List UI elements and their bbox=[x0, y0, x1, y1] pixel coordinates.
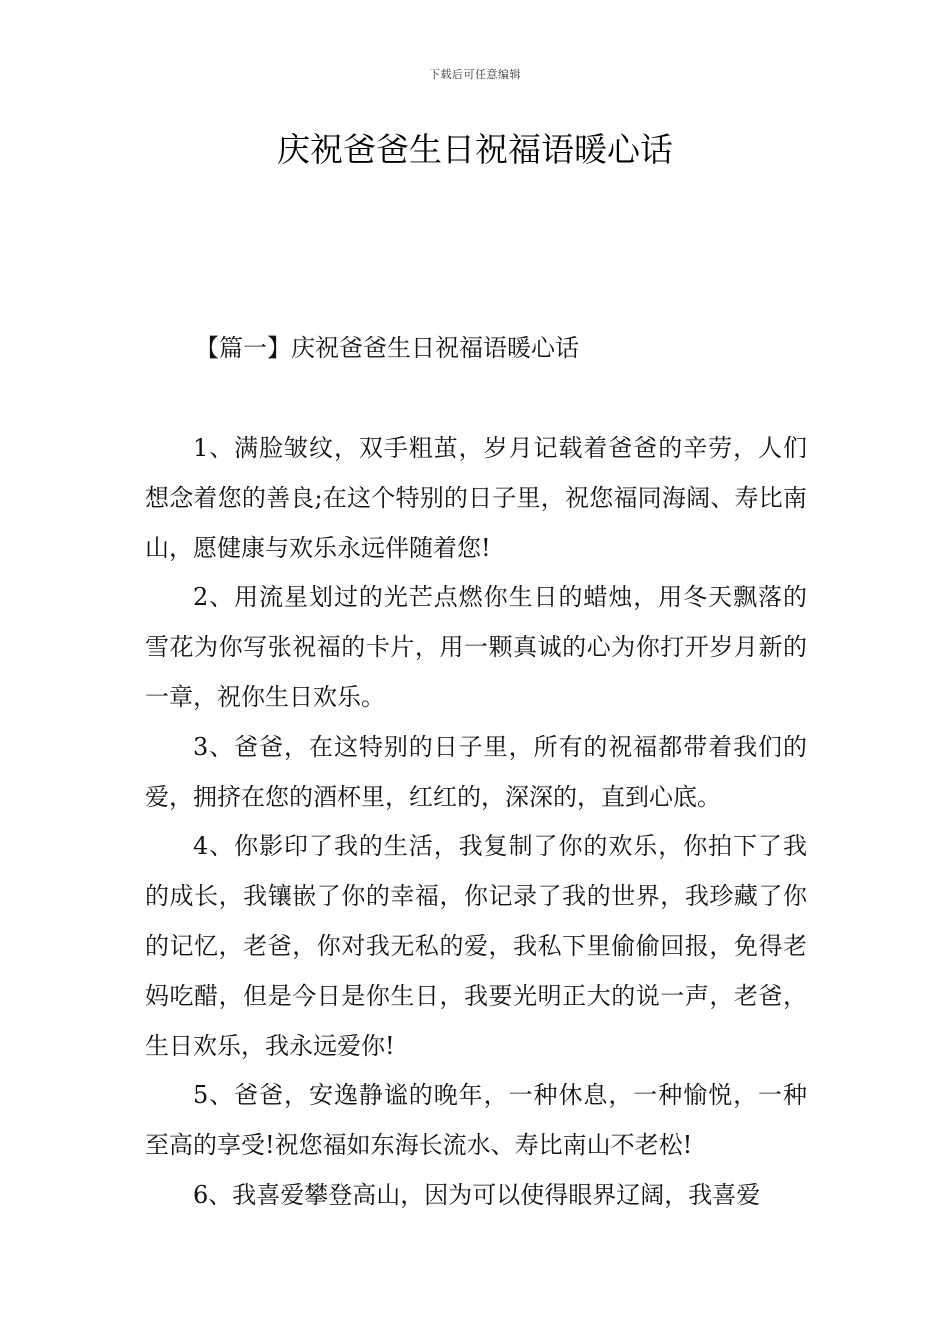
paragraph-5: 5、爸爸，安逸静谧的晚年，一种休息，一种愉悦，一种至高的享受!祝您福如东海长流水、寿比南山不老松! bbox=[145, 1081, 807, 1160]
document-title: 庆祝爸爸生日祝福语暖心话 bbox=[277, 130, 673, 169]
paragraph-1: 1、满脸皱纹，双手粗茧，岁月记载着爸爸的辛劳，人们想念着您的善良;在这个特别的日子里，祝您福同海阔、寿比南山，愿健康与欢乐永远伴随着您! bbox=[145, 434, 807, 562]
paragraph-2: 2、用流星划过的光芒点燃你生日的蜡烛，用冬天飘落的雪花为你写张祝福的卡片，用一颗真诚的心为你打开岁月新的一章，祝你生日欢乐。 bbox=[145, 583, 807, 711]
paragraph-3: 3、爸爸，在这特别的日子里，所有的祝福都带着我们的爱，拥挤在您的酒杯里，红红的，深深的，直到心底。 bbox=[145, 732, 807, 811]
document-body bbox=[145, 424, 807, 1221]
paragraph-4: 4、你影印了我的生活，我复制了你的欢乐，你拍下了我的成长，我镶嵌了你的幸福，你记录了我的世界，我珍藏了你的记忆，老爸，你对我无私的爱，我私下里偷偷回报，免得老妈吃醋，但是今日是你生日，我要光明正大的说一声，老爸，生日欢乐，我永远爱你! bbox=[145, 832, 807, 1060]
section-heading: 【篇一】庆祝爸爸生日祝福语暖心话 bbox=[195, 334, 579, 362]
paragraph-6: 6、我喜爱攀登高山，因为可以使得眼界辽阔，我喜爱 bbox=[193, 1180, 761, 1209]
header-note: 下载后可任意编辑 bbox=[429, 68, 521, 81]
